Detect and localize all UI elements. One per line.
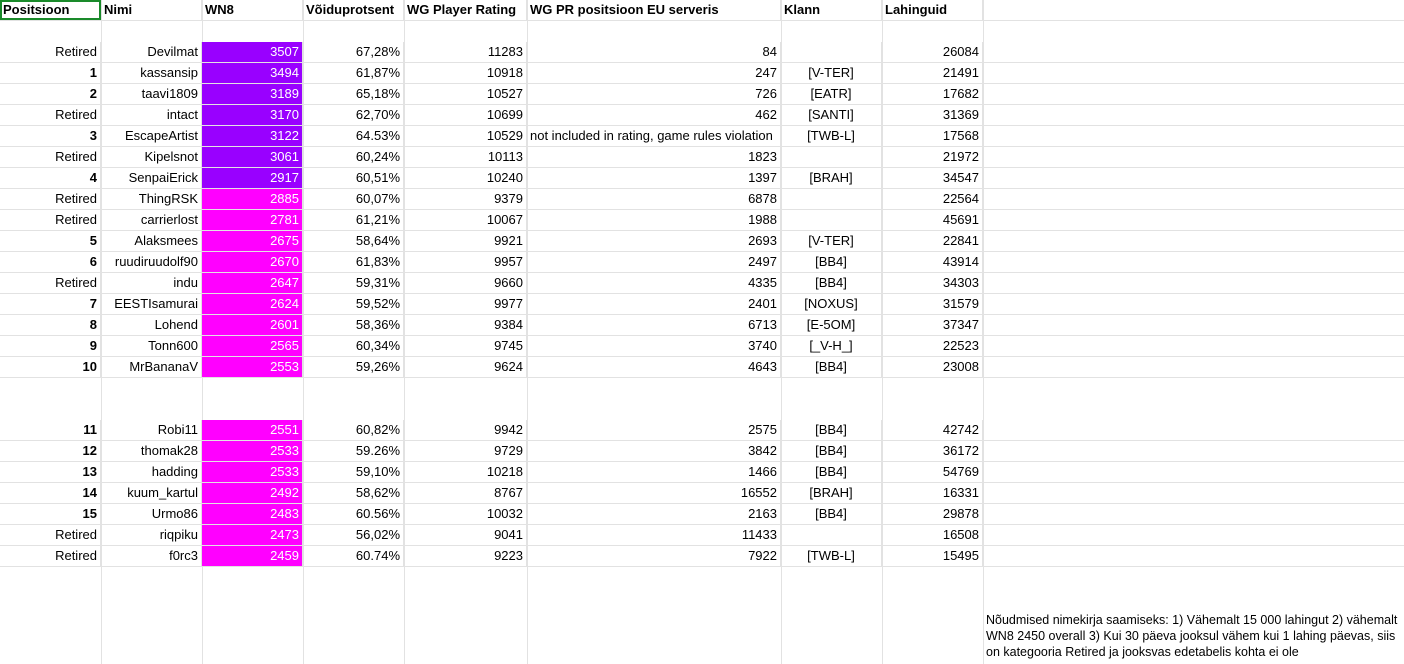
wg-rating-cell[interactable]: 10113 [404,147,527,167]
clan-cell[interactable] [781,210,882,230]
table-row [0,63,1404,84]
win-rate-cell[interactable]: 60,82% [303,420,404,440]
player-name-cell[interactable]: kassansip [101,63,202,83]
wg-rating-cell[interactable]: 10529 [404,126,527,146]
player-name-cell[interactable]: Kipelsnot [101,147,202,167]
pr-position-cell[interactable]: 2497 [527,252,781,272]
wn8-cell[interactable]: 2473 [202,525,303,545]
player-name-cell[interactable]: Urmo86 [101,504,202,524]
battles-cell[interactable]: 34547 [882,168,983,188]
battles-cell[interactable]: 36172 [882,441,983,461]
win-rate-cell[interactable]: 67,28% [303,42,404,62]
wn8-cell[interactable]: 2781 [202,210,303,230]
position-cell[interactable]: 15 [0,504,101,524]
wn8-cell[interactable]: 2533 [202,462,303,482]
win-rate-cell[interactable]: 59,52% [303,294,404,314]
pr-position-cell[interactable]: 6878 [527,189,781,209]
wg-rating-cell[interactable]: 10032 [404,504,527,524]
wg-rating-cell[interactable]: 10067 [404,210,527,230]
pr-position-cell[interactable]: 2693 [527,231,781,251]
battles-cell[interactable]: 31369 [882,105,983,125]
battles-cell[interactable]: 16508 [882,525,983,545]
position-cell[interactable]: 10 [0,357,101,377]
wn8-cell[interactable]: 2551 [202,420,303,440]
win-rate-cell[interactable]: 60,51% [303,168,404,188]
battles-cell[interactable]: 42742 [882,420,983,440]
win-rate-cell[interactable]: 58,36% [303,315,404,335]
win-rate-cell[interactable]: 61,21% [303,210,404,230]
win-rate-cell[interactable]: 65,18% [303,84,404,104]
pr-position-cell[interactable]: 726 [527,84,781,104]
table-row [0,420,1404,441]
win-rate-cell[interactable]: 56,02% [303,525,404,545]
table-row [0,42,1404,63]
wn8-cell[interactable]: 3494 [202,63,303,83]
player-name-cell[interactable]: Robi11 [101,420,202,440]
wg-rating-cell[interactable]: 9379 [404,189,527,209]
pr-position-cell[interactable]: 2401 [527,294,781,314]
battles-cell[interactable]: 16331 [882,483,983,503]
win-rate-cell[interactable]: 59.26% [303,441,404,461]
battles-cell[interactable]: 26084 [882,42,983,62]
position-cell[interactable]: Retired [0,189,101,209]
wn8-cell[interactable]: 2624 [202,294,303,314]
player-name-cell[interactable]: Devilmat [101,42,202,62]
pr-position-cell[interactable]: 6713 [527,315,781,335]
position-cell[interactable]: Retired [0,105,101,125]
wg-rating-cell[interactable]: 10218 [404,462,527,482]
wn8-cell[interactable]: 2483 [202,504,303,524]
table-row [0,462,1404,483]
win-rate-cell[interactable]: 58,64% [303,231,404,251]
header-voiduprotsent[interactable]: Võiduprotsent [303,0,404,20]
position-cell[interactable]: 11 [0,420,101,440]
wg-rating-cell[interactable]: 9729 [404,441,527,461]
win-rate-cell[interactable]: 60,24% [303,147,404,167]
position-cell[interactable]: 8 [0,315,101,335]
position-cell[interactable]: 5 [0,231,101,251]
wg-rating-cell[interactable]: 9977 [404,294,527,314]
clan-cell[interactable]: [TWB-L] [781,546,882,566]
wn8-cell[interactable]: 2565 [202,336,303,356]
table-row [0,357,1404,378]
position-cell[interactable]: Retired [0,210,101,230]
win-rate-cell[interactable]: 59,31% [303,273,404,293]
clan-cell[interactable]: [E-5OM] [781,315,882,335]
clan-cell[interactable]: [NOXUS] [781,294,882,314]
battles-cell[interactable]: 22841 [882,231,983,251]
player-name-cell[interactable]: taavi1809 [101,84,202,104]
wg-rating-cell[interactable]: 9957 [404,252,527,272]
pr-position-cell[interactable]: 4643 [527,357,781,377]
clan-cell[interactable]: [BB4] [781,273,882,293]
table-row [0,210,1404,231]
win-rate-cell[interactable]: 59,26% [303,357,404,377]
clan-cell[interactable] [781,189,882,209]
battles-cell[interactable]: 34303 [882,273,983,293]
wg-rating-cell[interactable]: 9223 [404,546,527,566]
pr-position-cell[interactable]: 1988 [527,210,781,230]
header-wg-pr-position[interactable]: WG PR positsioon EU serveris [527,0,781,20]
win-rate-cell[interactable]: 60,07% [303,189,404,209]
table-row [0,483,1404,504]
player-name-cell[interactable]: thomak28 [101,441,202,461]
position-cell[interactable]: 12 [0,441,101,461]
position-cell[interactable]: 7 [0,294,101,314]
position-cell[interactable]: Retired [0,42,101,62]
win-rate-cell[interactable]: 61,83% [303,252,404,272]
player-name-cell[interactable]: indu [101,273,202,293]
pr-position-cell[interactable]: 1466 [527,462,781,482]
position-cell[interactable]: 1 [0,63,101,83]
position-cell[interactable]: Retired [0,147,101,167]
pr-position-cell[interactable]: 7922 [527,546,781,566]
table-row [0,294,1404,315]
table-row [0,504,1404,525]
battles-cell[interactable]: 17682 [882,84,983,104]
position-cell[interactable]: 6 [0,252,101,272]
battles-cell[interactable]: 37347 [882,315,983,335]
pr-position-cell[interactable]: 1397 [527,168,781,188]
wn8-cell[interactable]: 3189 [202,84,303,104]
wg-rating-cell[interactable]: 9942 [404,420,527,440]
player-name-cell[interactable]: Lohend [101,315,202,335]
position-cell[interactable]: 4 [0,168,101,188]
table-row [0,336,1404,357]
clan-cell[interactable]: [BB4] [781,252,882,272]
wn8-cell[interactable]: 2553 [202,357,303,377]
player-name-cell[interactable]: EscapeArtist [101,126,202,146]
table-row [0,273,1404,294]
table-row [0,252,1404,273]
pr-position-cell[interactable]: 3740 [527,336,781,356]
clan-cell[interactable] [781,147,882,167]
wn8-cell[interactable]: 3170 [202,105,303,125]
battles-cell[interactable]: 21491 [882,63,983,83]
clan-cell[interactable]: [BB4] [781,420,882,440]
player-name-cell[interactable]: SenpaiErick [101,168,202,188]
table-row [0,147,1404,168]
battles-cell[interactable]: 22564 [882,189,983,209]
table-row [0,546,1404,567]
clan-cell[interactable]: [EATR] [781,84,882,104]
position-cell[interactable]: 9 [0,336,101,356]
wn8-cell[interactable]: 2917 [202,168,303,188]
player-name-cell[interactable]: Alaksmees [101,231,202,251]
table-row [0,126,1404,147]
wn8-cell[interactable]: 2459 [202,546,303,566]
wn8-cell[interactable]: 2492 [202,483,303,503]
pr-position-cell[interactable]: 1823 [527,147,781,167]
wn8-cell[interactable]: 2885 [202,189,303,209]
battles-cell[interactable]: 22523 [882,336,983,356]
player-name-cell[interactable]: carrierlost [101,210,202,230]
wn8-cell[interactable]: 3061 [202,147,303,167]
clan-cell[interactable]: [BB4] [781,462,882,482]
wg-rating-cell[interactable]: 9624 [404,357,527,377]
clan-cell[interactable]: [SANTI] [781,105,882,125]
position-cell[interactable]: Retired [0,546,101,566]
win-rate-cell[interactable]: 61,87% [303,63,404,83]
clan-cell[interactable] [781,525,882,545]
header-nimi[interactable]: Nimi [101,0,202,20]
position-cell[interactable]: 13 [0,462,101,482]
header-positsioon[interactable]: Positsioon [0,0,101,20]
player-name-cell[interactable]: EESTIsamurai [101,294,202,314]
clan-cell[interactable] [781,42,882,62]
clan-cell[interactable]: [V-TER] [781,231,882,251]
win-rate-cell[interactable]: 59,10% [303,462,404,482]
table-row [0,84,1404,105]
battles-cell[interactable]: 43914 [882,252,983,272]
header-row [0,0,1404,21]
player-name-cell[interactable]: kuum_kartul [101,483,202,503]
wg-rating-cell[interactable]: 11283 [404,42,527,62]
table-row [0,105,1404,126]
wg-rating-cell[interactable]: 8767 [404,483,527,503]
position-cell[interactable]: Retired [0,525,101,545]
wg-rating-cell[interactable]: 9660 [404,273,527,293]
pr-position-cell[interactable]: 2575 [527,420,781,440]
player-name-cell[interactable]: MrBananaV [101,357,202,377]
battles-cell[interactable]: 17568 [882,126,983,146]
wg-rating-cell[interactable]: 10918 [404,63,527,83]
position-cell[interactable]: 3 [0,126,101,146]
wn8-cell[interactable]: 3122 [202,126,303,146]
battles-cell[interactable]: 45691 [882,210,983,230]
win-rate-cell[interactable]: 62,70% [303,105,404,125]
header-wg-rating[interactable]: WG Player Rating [404,0,527,20]
battles-cell[interactable]: 54769 [882,462,983,482]
wg-rating-cell[interactable]: 9745 [404,336,527,356]
player-name-cell[interactable]: ruudiruudolf90 [101,252,202,272]
win-rate-cell[interactable]: 58,62% [303,483,404,503]
wg-rating-cell[interactable]: 10240 [404,168,527,188]
position-cell[interactable]: Retired [0,273,101,293]
pr-position-cell[interactable]: not included in rating, game rules violation [527,126,781,146]
pr-position-cell[interactable]: 11433 [527,525,781,545]
clan-cell[interactable]: [TWB-L] [781,126,882,146]
table-row [0,231,1404,252]
pr-position-cell[interactable]: 84 [527,42,781,62]
pr-position-cell[interactable]: 4335 [527,273,781,293]
table-row [0,315,1404,336]
clan-cell[interactable]: [BB4] [781,441,882,461]
battles-cell[interactable]: 31579 [882,294,983,314]
wn8-cell[interactable]: 3507 [202,42,303,62]
table-row [0,525,1404,546]
header-klann[interactable]: Klann [781,0,882,20]
wn8-cell[interactable]: 2601 [202,315,303,335]
clan-cell[interactable]: [BRAH] [781,483,882,503]
wn8-cell[interactable]: 2533 [202,441,303,461]
win-rate-cell[interactable]: 60,34% [303,336,404,356]
clan-cell[interactable]: [V-TER] [781,63,882,83]
wn8-cell[interactable]: 2675 [202,231,303,251]
table-row [0,189,1404,210]
header-lahinguid[interactable]: Lahinguid [882,0,983,20]
pr-position-cell[interactable]: 2163 [527,504,781,524]
clan-cell[interactable]: [BB4] [781,504,882,524]
battles-cell[interactable]: 29878 [882,504,983,524]
battles-cell[interactable]: 21972 [882,147,983,167]
win-rate-cell[interactable]: 64.53% [303,126,404,146]
pr-position-cell[interactable]: 247 [527,63,781,83]
pr-position-cell[interactable]: 16552 [527,483,781,503]
player-name-cell[interactable]: riqpiku [101,525,202,545]
wg-rating-cell[interactable]: 9921 [404,231,527,251]
requirements-note[interactable]: Nõudmised nimekirja saamiseks: 1) Vähemalt 15 000 lahingut 2) vähemalt WN8 2450 overall 3) Kui 30 päeva jooksul vähem kui 1 lahing päevas, siis on kategooria Retired ja jooksvas edetabelis kohta ei ole [986,613,1398,659]
position-cell[interactable]: 2 [0,84,101,104]
wn8-cell[interactable]: 2670 [202,252,303,272]
player-name-cell[interactable]: f0rc3 [101,546,202,566]
player-name-cell[interactable]: Tonn600 [101,336,202,356]
wg-rating-cell[interactable]: 10527 [404,84,527,104]
wg-rating-cell[interactable]: 9041 [404,525,527,545]
clan-cell[interactable]: [BRAH] [781,168,882,188]
wn8-cell[interactable]: 2647 [202,273,303,293]
table-row [0,168,1404,189]
wg-rating-cell[interactable]: 9384 [404,315,527,335]
pr-position-cell[interactable]: 3842 [527,441,781,461]
player-name-cell[interactable]: hadding [101,462,202,482]
win-rate-cell[interactable]: 60.74% [303,546,404,566]
pr-position-cell[interactable]: 462 [527,105,781,125]
position-cell[interactable]: 14 [0,483,101,503]
player-name-cell[interactable]: intact [101,105,202,125]
table-row [0,441,1404,462]
header-wn8[interactable]: WN8 [202,0,303,20]
clan-cell[interactable]: [BB4] [781,357,882,377]
battles-cell[interactable]: 15495 [882,546,983,566]
wg-rating-cell[interactable]: 10699 [404,105,527,125]
clan-cell[interactable]: [_V-H_] [781,336,882,356]
battles-cell[interactable]: 23008 [882,357,983,377]
player-name-cell[interactable]: ThingRSK [101,189,202,209]
win-rate-cell[interactable]: 60.56% [303,504,404,524]
